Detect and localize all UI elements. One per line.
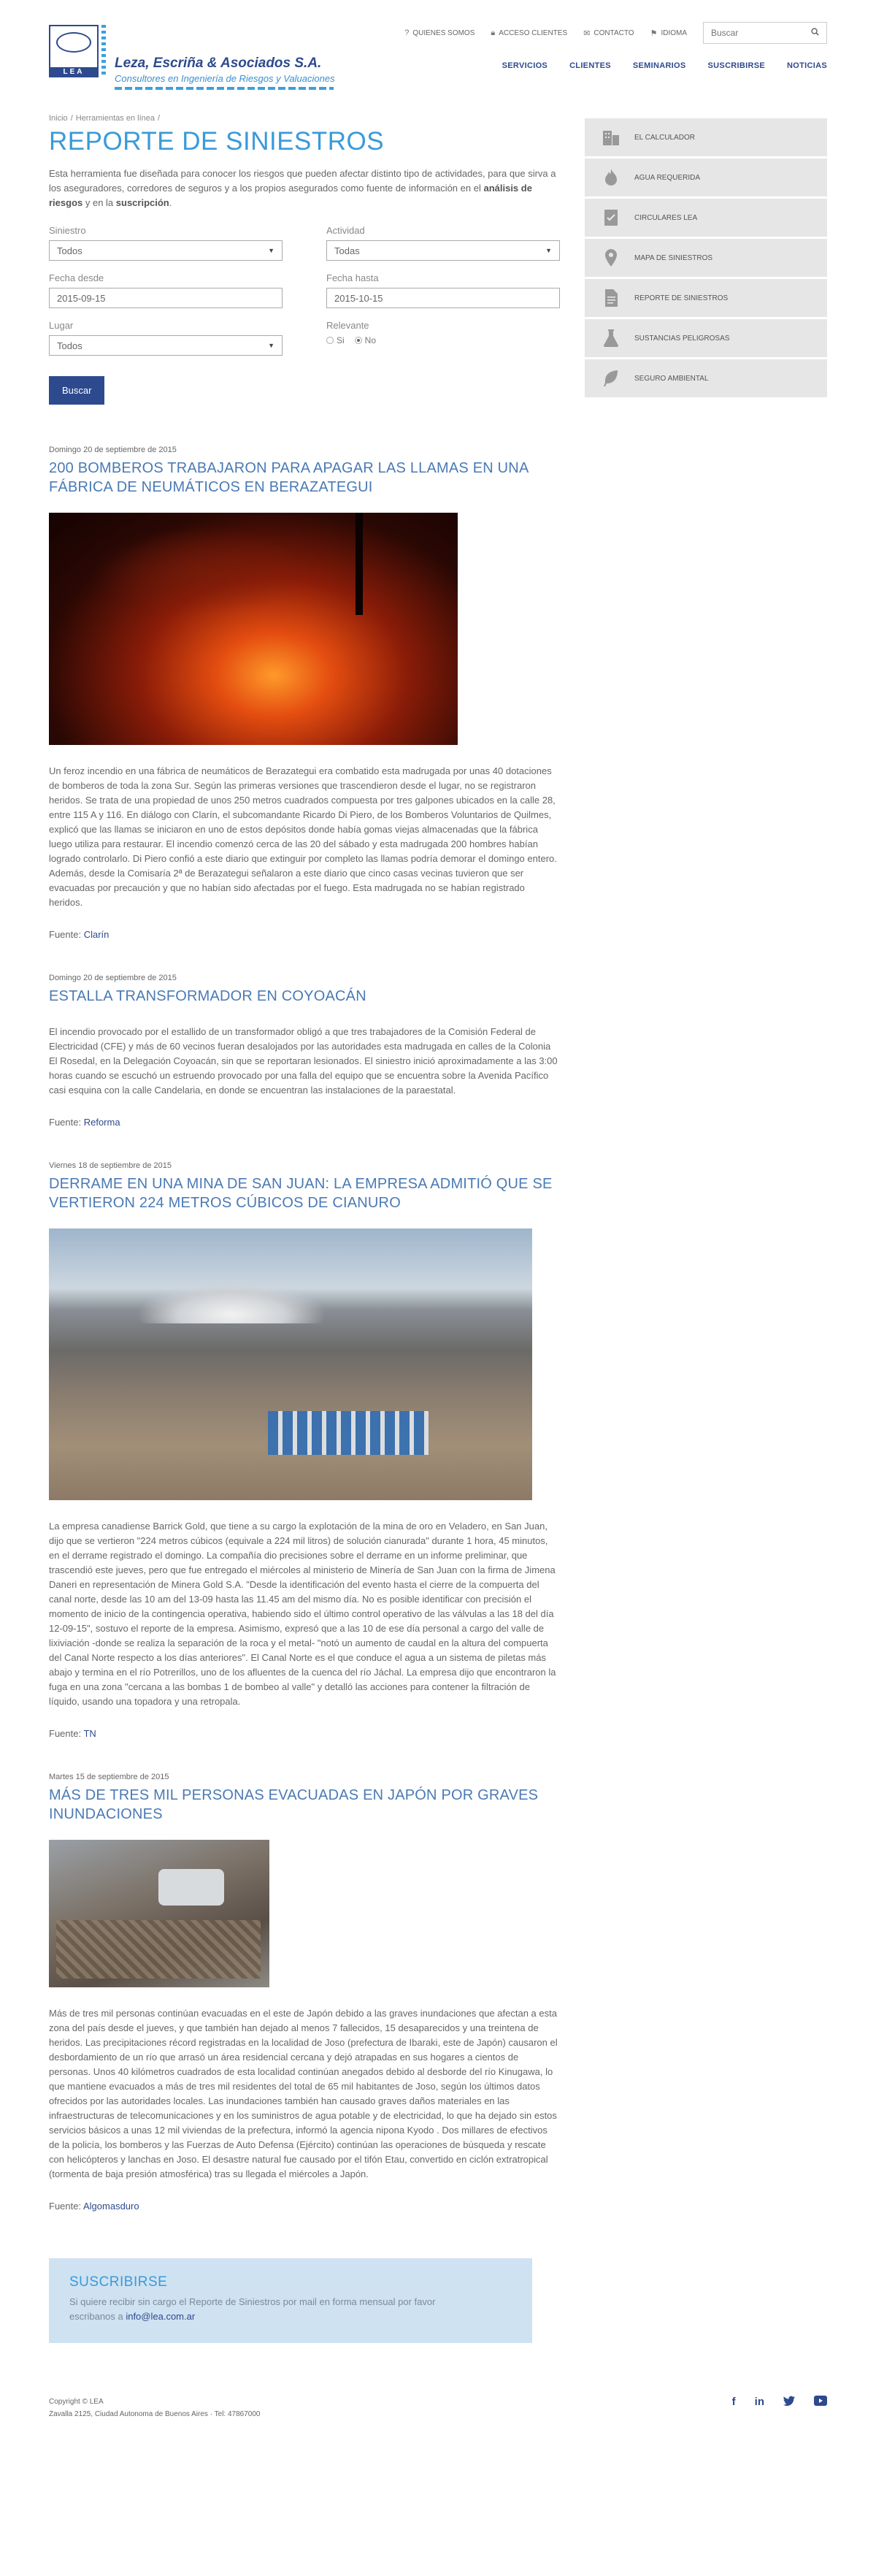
sidebar-item-calculador[interactable]: EL CALCULADOR <box>585 118 827 156</box>
question-icon: ? <box>404 28 410 37</box>
article-title[interactable]: ESTALLA TRANSFORMADOR EN COYOACÁN <box>49 988 366 1004</box>
relevante-si-radio[interactable]: Si <box>326 335 345 345</box>
source-link[interactable]: TN <box>83 1728 96 1739</box>
article-source: Fuente: TN <box>49 1728 96 1739</box>
logo-initials: LEA <box>49 67 99 77</box>
article-source: Fuente: Reforma <box>49 1117 120 1128</box>
article-source: Fuente: Clarín <box>49 929 110 940</box>
brand-title: Leza, Escriña & Asociados S.A. <box>115 56 322 71</box>
siniestro-label: Siniestro <box>49 225 86 236</box>
nav-clientes[interactable]: CLIENTES <box>569 61 611 70</box>
topbar-link-acceso[interactable]: 🔒︎ ACCESO CLIENTES <box>491 28 568 37</box>
article-date: Viernes 18 de septiembre de 2015 <box>49 1161 172 1170</box>
actividad-label: Actividad <box>326 225 365 236</box>
chevron-down-icon: ▼ <box>268 247 274 254</box>
article-date: Martes 15 de septiembre de 2015 <box>49 1773 169 1781</box>
checklist-icon <box>601 207 621 228</box>
buscar-button[interactable]: Buscar <box>49 376 104 405</box>
site-header <box>49 0 827 95</box>
address: Zavalla 2125, Ciudad Autonoma de Buenos Aires · Tel: 47867000 <box>49 2410 261 2418</box>
copyright: Copyright © LEA <box>49 2398 104 2406</box>
subscribe-email-link[interactable]: info@lea.com.ar <box>126 2311 196 2322</box>
fecha-desde-input[interactable]: 2015-09-15 <box>49 288 283 308</box>
sidebar-item-agua[interactable]: AGUA REQUERIDA <box>585 158 827 196</box>
brand-subtitle: Consultores en Ingeniería de Riesgos y Valuaciones <box>115 73 335 84</box>
breadcrumb: Inicio / Herramientas en línea / <box>49 114 161 123</box>
source-link[interactable]: Clarín <box>83 929 110 940</box>
sidebar-item-mapa[interactable]: MAPA DE SINIESTROS <box>585 239 827 277</box>
fire-photo <box>49 513 458 745</box>
article-body: El incendio provocado por el estallido de un transformador obligó a que tres trabajadores de la Comisión Federal de Electricidad (CFE) y más de 60 vecinos fueran desalojados por las autoridades esta madrugada en calles de la Colonia El Rosedal, en la Delegación Coyoacán, sin que se reportaran lesionados. El siniestro inició aproximadamente a las 3:00 horas cuando se escuchó un estruendo provocado por una falla del equipo que se encuentra sobre la Avenida Pacífico casi esquina con la calle Candelaria, en donde se encuentran las instalaciones de la paraestatal. <box>49 1026 558 1096</box>
main-nav <box>502 61 827 70</box>
fire-icon <box>601 167 621 188</box>
nav-noticias[interactable]: NOTICIAS <box>787 61 827 70</box>
filter-form <box>49 225 560 356</box>
article-body: Más de tres mil personas continúan evacuadas en el este de Japón debido a las graves inundaciones que afectan a esta zona del país desde el jueves, y que también han dejado al menos 7 fallecidos, 15 desaparecidos y una treintena de heridos. Las precipitaciones récord registradas en la localidad de Joso (prefectura de Ibaraki, este de Japón) causaron el desbordamiento de un río que arrasó un área residencial cercana y dejó atrapadas en sus hogares a cientos de personas. Unos 40 kilómetros cuadrados de esta localidad continúan anegados debido al desborde del río Kinugawa, lo que mantiene evacuados a más de tres mil residentes del total de 65 mil habitantes de Joso, según los últimos datos ofrecidos por las autoridades locales. Las inundaciones también han causado graves daños materiales en las infraestructuras de telecomunicaciones y en los suministros de agua potable y de electricidad, lo que ha dejado sin estos servicios básicos a unas 12 mil viviendas de la prefectura, informó la agencia nipona Kyodo . Dos millares de efectivos de la policía, los bomberos y las Fuerzas de Auto Defensa (Ejército) continúan las operaciones de búsqueda y rescate con helicópteros y lanchas en Joso. El desastre natural fue causado por el tifón Etau, convertido en ciclón extratropical (tormenta de baja presión atmosférica) tras su llegada el miércoles a Japón. <box>49 2008 558 2179</box>
subscribe-box <box>49 2258 532 2343</box>
youtube-icon[interactable] <box>814 2396 827 2409</box>
logo[interactable] <box>49 25 335 90</box>
article <box>49 974 560 1128</box>
article-body: La empresa canadiense Barrick Gold, que tiene a su cargo la explotación de la mina de oro en Veladero, en San Juan, dijo que se vertieron "224 metros cúbicos (equivale a 224 mil litros) de solución cianurada" durante 1 hora, 45 minutos, en el derrame registrado el domingo. La compañía dio precisiones sobre el derrame en un informe preliminar, que trascendió este jueves, pero que fue entregado el miércoles al ministerio de Minería de San Juan con la firma de Jimena Daneri en representación de Minera Gold S.A. "Desde la identificación del evento hasta el cierre de la compuerta del canal norte, desde las 10 am del 13-09 hasta las 11.45 am del mismo día. No es posible identificar con precisión el momento de inicio de la contingencia operativa, habiendo sido el último control operativo de las válvulas a las 18 del día 12-09-15", sostuvo el reporte de la empresa. Asimismo, expresó que a las 10 de ese día personal a cargo del valle de lixiviación -donde se realiza la separación de la roca y el metal- "notó un aumento de caudal en la altura del compuerta del Canal Norte respecto a los días anteriores". El Canal Norte es el que conduce el agua a un sistema de piletas más abajo y termina en el río Potrerillos, uno de los afluentes de la cuenca del río Jáchal. La empresa dijo que encontraron la fuga en una zona "cercana a las bombas 1 de bombeo al valle" y detalló las acciones para contener la filtración de líquido, usando una topadora y una retropala. <box>49 1521 556 1707</box>
search-input[interactable] <box>711 28 799 38</box>
leaf-icon <box>601 368 621 389</box>
relevante-no-radio[interactable]: No <box>355 335 376 345</box>
linkedin-icon[interactable]: in <box>754 2396 764 2408</box>
article-title[interactable]: MÁS DE TRES MIL PERSONAS EVACUADAS EN JAPÓN POR GRAVES INUNDACIONES <box>49 1787 539 1822</box>
relevante-label: Relevante <box>326 320 369 331</box>
nav-suscribirse[interactable]: SUSCRIBIRSE <box>707 61 766 70</box>
article-title[interactable]: 200 BOMBEROS TRABAJARON PARA APAGAR LAS LLAMAS EN UNA FÁBRICA DE NEUMÁTICOS EN BERAZATEGUI <box>49 460 529 495</box>
siniestro-select[interactable]: Todos ▼ <box>49 240 283 261</box>
tools-sidebar <box>585 118 827 2343</box>
article-source: Fuente: Algomasduro <box>49 2201 139 2212</box>
chevron-down-icon: ▼ <box>545 247 552 254</box>
nav-servicios[interactable]: SERVICIOS <box>502 61 548 70</box>
youtube-icon-shape <box>814 2396 827 2406</box>
article <box>49 1161 560 1739</box>
sidebar-item-reporte[interactable]: REPORTE DE SINIESTROS <box>585 279 827 317</box>
mine-photo <box>49 1228 532 1500</box>
logo-mark <box>49 25 104 80</box>
main-content <box>49 114 560 2343</box>
site-footer <box>49 2387 827 2482</box>
sidebar-item-circulares[interactable]: CIRCULARES LEA <box>585 199 827 237</box>
lugar-label: Lugar <box>49 320 74 331</box>
flood-photo <box>49 1840 269 1987</box>
twitter-icon-shape <box>783 2396 795 2406</box>
breadcrumb-inicio[interactable]: Inicio <box>49 114 68 123</box>
article <box>49 1773 560 2212</box>
article-body: Un feroz incendio en una fábrica de neumáticos de Berazategui era combatido esta madrugada por unas 40 dotaciones de bomberos de toda la zona Sur. Según las primeras versiones que trascendieron desde el lugar, no se registraron heridos. Se trata de una propiedad de unos 250 metros cuadrados compuesta por tres galpones ubicados en la calle 28, entre 115 A y 116. En diálogo con Clarín, el subcomandante Ricardo Di Piero, de los Bomberos Voluntarios de Quilmes, explicó que las llamas se iniciaron en uno de estos depósitos donde había gomas viejas almacenadas que la fábrica luego utiliza para restaurar. El incendio comenzó cerca de las 20 del sábado y esta madrugada 200 hombres habían logrado controlarlo. Di Piero confió a este diario que extinguir por completo las llamas podría demorar el domingo entero. Además, desde la Comisaría 2ª de Berazategui señalaron a este diario que cinco casas vecinas tuvieron que ser evacuadas por precaución y que no habían sido afectadas por el fuego. Esta madrugada no se habían registrado heridos. <box>49 765 557 908</box>
search-box <box>703 22 827 44</box>
page-title: REPORTE DE SINIESTROS <box>49 127 385 156</box>
subscribe-title: SUSCRIBIRSE <box>69 2274 168 2290</box>
mail-icon: ✉ <box>583 28 591 38</box>
flag-icon: ⚑ <box>650 28 658 38</box>
nav-seminarios[interactable]: SEMINARIOS <box>632 61 686 70</box>
top-bar <box>404 22 827 44</box>
topbar-link-contacto[interactable]: ✉ CONTACTO <box>583 28 634 38</box>
source-link[interactable]: Algomasduro <box>83 2201 139 2212</box>
lock-icon: 🔒︎ <box>491 28 496 37</box>
article-date: Domingo 20 de septiembre de 2015 <box>49 974 177 982</box>
flask-icon <box>601 328 621 348</box>
article <box>49 446 560 940</box>
subscribe-text: Si quiere recibir sin cargo el Reporte de Siniestros por mail en forma mensual por favor escribanos a info@lea.com.ar <box>69 2296 436 2322</box>
search-icon[interactable] <box>811 28 819 38</box>
chevron-down-icon: ▼ <box>268 342 274 349</box>
page-intro: Esta herramienta fue diseñada para conocer los riesgos que pueden afectar distinto tipo de actividades, para que sirva a los aseguradores, corredores de seguros y a los propios asegurados como fuente de información en el análisis de riesgos y en la suscripción. <box>49 168 556 208</box>
sidebar-item-seguro[interactable]: SEGURO AMBIENTAL <box>585 359 827 397</box>
twitter-icon[interactable] <box>783 2396 795 2409</box>
topbar-link-quienes[interactable]: ? QUIENES SOMOS <box>404 28 475 37</box>
lugar-select[interactable]: Todos ▼ <box>49 335 283 356</box>
breadcrumb-herramientas[interactable]: Herramientas en línea <box>75 114 155 123</box>
facebook-icon[interactable]: f <box>731 2396 736 2408</box>
actividad-select[interactable]: Todas ▼ <box>326 240 560 261</box>
topbar-link-idioma[interactable]: ⚑ IDIOMA <box>650 28 687 38</box>
social-links <box>732 2396 827 2409</box>
source-link[interactable]: Reforma <box>83 1117 120 1128</box>
logo-stripes <box>115 87 334 90</box>
document-icon <box>601 288 621 308</box>
fecha-hasta-label: Fecha hasta <box>326 272 379 283</box>
fecha-desde-label: Fecha desde <box>49 272 104 283</box>
article-date: Domingo 20 de septiembre de 2015 <box>49 446 177 454</box>
article-title[interactable]: DERRAME EN UNA MINA DE SAN JUAN: LA EMPRESA ADMITIÓ QUE SE VERTIERON 224 METROS CÚBICOS DE CIANURO <box>49 1176 553 1211</box>
building-icon <box>601 127 621 148</box>
map-pin-icon <box>601 248 621 268</box>
fecha-hasta-input[interactable]: 2015-10-15 <box>326 288 560 308</box>
sidebar-item-sustancias[interactable]: SUSTANCIAS PELIGROSAS <box>585 319 827 357</box>
